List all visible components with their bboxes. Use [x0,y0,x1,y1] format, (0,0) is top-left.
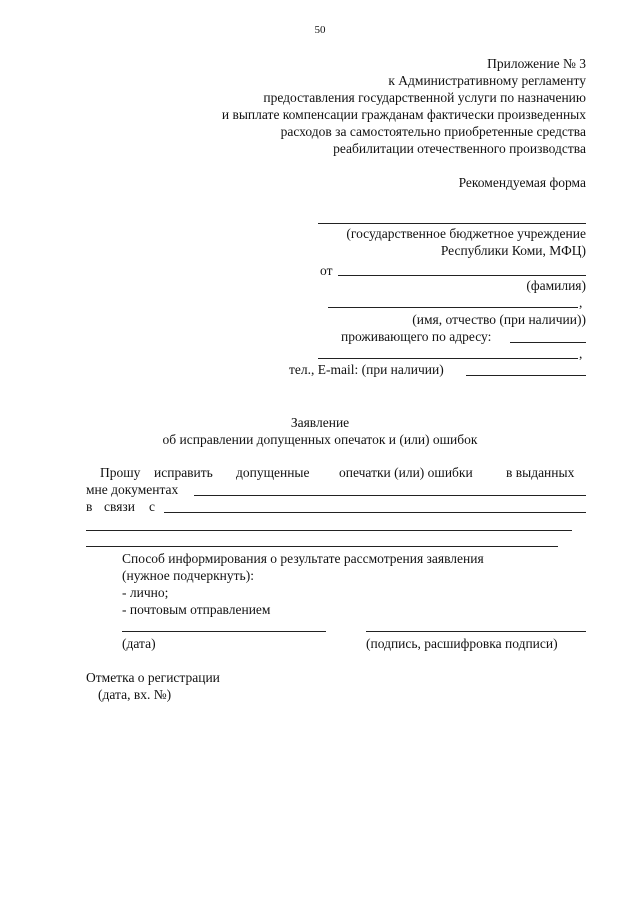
appendix-line: предоставления государственной услуги по назначению [263,90,586,105]
notification-heading: Способ информирования о результате рассмотрения заявления [122,551,484,566]
reason-line-3[interactable] [86,546,558,547]
appendix-line: расходов за самостоятельно приобретенные средства [280,124,586,139]
reason-line[interactable] [164,512,586,513]
from-label: от [320,263,333,278]
form-note: Рекомендуемая форма [458,175,586,190]
request-word: в выданных [506,465,575,480]
date-line[interactable] [122,631,326,632]
address-label: проживающего по адресу: [341,329,492,344]
registration-caption: (дата, вх. №) [98,687,172,702]
request-word: допущенные [236,465,310,480]
signature-caption: (подпись, расшифровка подписи) [366,636,558,651]
appendix-line: к Административному регламенту [388,73,586,88]
reason-label: в [86,499,93,514]
appendix-title: Приложение № 3 [487,56,586,71]
comma: , [579,295,583,310]
signature-line[interactable] [366,631,586,632]
address-line-2[interactable] [318,358,578,359]
address-line[interactable] [510,342,586,343]
date-caption: (дата) [122,636,156,651]
surname-caption: (фамилия) [526,278,586,293]
page-number: 50 [314,24,326,36]
notification-option[interactable]: - лично; [122,585,169,600]
contact-line[interactable] [466,375,586,376]
appendix-line: реабилитации отечественного производства [333,141,586,156]
contact-label: тел., E-mail: (при наличии) [289,362,444,377]
name-line[interactable] [328,307,578,308]
org-caption: (государственное бюджетное учреждение [346,226,586,241]
request-word: Прошу [100,465,141,480]
statement-subtitle: об исправлении допущенных опечаток и (или) ошибок [162,432,478,447]
organization-line[interactable] [318,223,586,224]
name-caption: (имя, отчество (при наличии)) [412,312,586,327]
documents-line[interactable] [194,495,586,496]
request-word: исправить [154,465,213,480]
documents-label: мне документах [86,482,179,497]
surname-line[interactable] [338,275,586,276]
notification-hint: (нужное подчеркнуть): [122,568,254,583]
request-word: опечатки (или) ошибки [339,465,473,480]
reason-line-2[interactable] [86,530,572,531]
comma: , [579,346,583,361]
reason-label: с [149,499,155,514]
notification-option[interactable]: - почтовым отправлением [122,602,271,617]
reason-label: связи [104,499,135,514]
statement-title: Заявление [290,415,350,430]
registration-label: Отметка о регистрации [86,670,220,685]
appendix-line: и выплате компенсации гражданам фактически произведенных [221,107,586,122]
org-caption: Республики Коми, МФЦ) [440,243,586,258]
